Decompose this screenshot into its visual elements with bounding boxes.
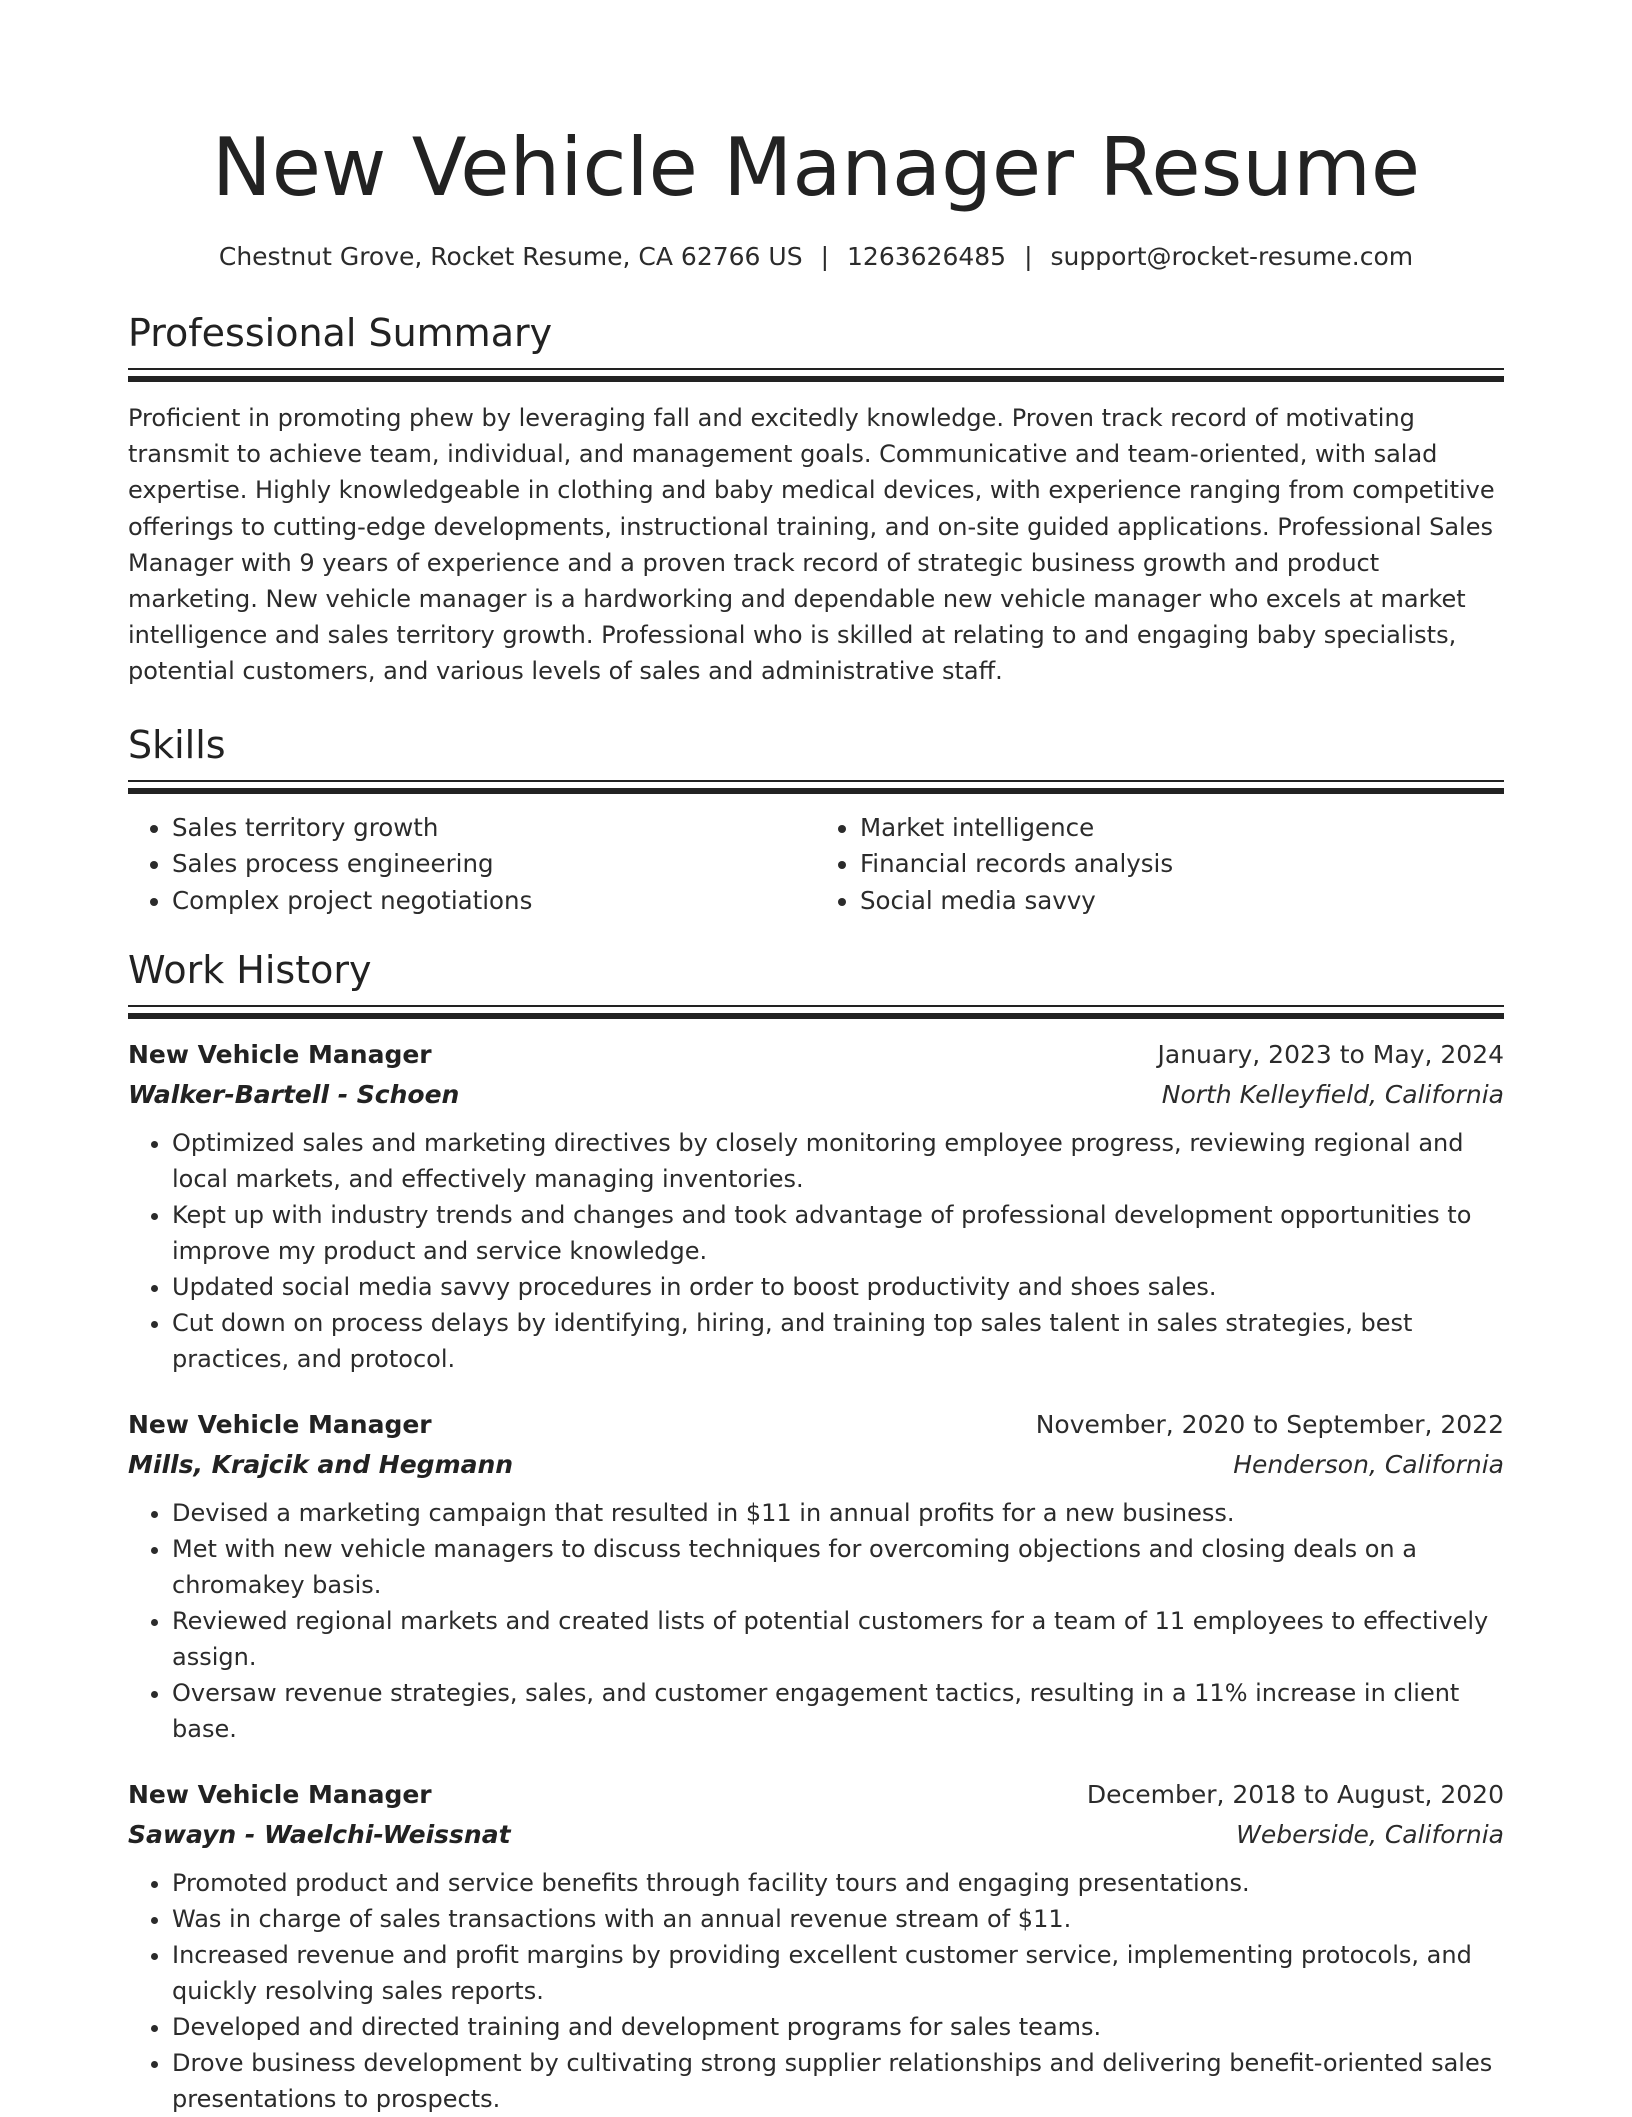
job-company: Sawayn - Waelchi-Weissnat [128, 1820, 511, 1850]
section-heading-summary: Professional Summary [128, 311, 553, 355]
job-location: Weberside, California [1236, 1820, 1504, 1850]
contact-email[interactable]: support@rocket-resume.com [1050, 242, 1414, 271]
job-company: Walker-Bartell - Schoen [128, 1080, 460, 1110]
section-heading-work-history: Work History [128, 948, 372, 993]
job-bullet: • Increased revenue and profit margins by providing excellent customer service, implementing protocols, and quickly resolving sales reports. [172, 1937, 1504, 2009]
section-divider [128, 368, 1504, 382]
skill-item: • Social media savvy [860, 883, 1504, 920]
contact-address: Chestnut Grove, Rocket Resume, CA 62766 US [218, 242, 803, 271]
skills-section [128, 722, 1504, 920]
job-bullets [128, 1125, 1504, 1377]
job-entry [128, 1405, 1504, 1747]
skill-item: • Sales territory growth [172, 810, 816, 847]
job-title: New Vehicle Manager [128, 1040, 432, 1070]
job-bullet: • Developed and directed training and development programs for sales teams. [172, 2009, 1504, 2045]
job-dates: January, 2023 to May, 2024 [1157, 1040, 1504, 1070]
job-entry [128, 1035, 1504, 1377]
skills-column-right [816, 810, 1504, 920]
work-history-section [128, 947, 1504, 2117]
job-bullet: • Met with new vehicle managers to discuss techniques for overcoming objections and closing deals on a chromakey basis. [172, 1531, 1504, 1603]
job-bullet: • Devised a marketing campaign that resulted in $11 in annual profits for a new business. [172, 1495, 1504, 1531]
job-title: New Vehicle Manager [128, 1410, 432, 1440]
job-header-row [128, 1405, 1504, 1445]
job-location: North Kelleyfield, California [1161, 1080, 1504, 1110]
job-employer-row [128, 1445, 1504, 1485]
job-bullets [128, 1865, 1504, 2117]
job-bullet: • Cut down on process delays by identifying, hiring, and training top sales talent in sales strategies, best practices, and protocol. [172, 1305, 1504, 1377]
job-employer-row [128, 1075, 1504, 1115]
job-bullet: • Updated social media savvy procedures in order to boost productivity and shoes sales. [172, 1269, 1504, 1305]
job-bullet: • Oversaw revenue strategies, sales, and customer engagement tactics, resulting in a 11% increase in client base. [172, 1675, 1504, 1747]
section-divider [128, 780, 1504, 794]
job-bullet: • Kept up with industry trends and changes and took advantage of professional development opportunities to improve my product and service knowledge. [172, 1197, 1504, 1269]
job-header-row [128, 1775, 1504, 1815]
job-title: New Vehicle Manager [128, 1780, 432, 1810]
contact-line [128, 240, 1504, 274]
job-company: Mills, Krajcik and Hegmann [128, 1450, 514, 1480]
job-dates: December, 2018 to August, 2020 [1086, 1780, 1504, 1810]
professional-summary-section [128, 310, 1504, 690]
job-bullet: • Reviewed regional markets and created lists of potential customers for a team of 11 employees to effectively assign. [172, 1603, 1504, 1675]
skills-column-left [128, 810, 816, 920]
skill-item: • Financial records analysis [860, 846, 1504, 883]
job-bullet: • Promoted product and service benefits through facility tours and engaging presentations. [172, 1865, 1504, 1901]
job-header-row [128, 1035, 1504, 1075]
contact-phone: 1263626485 [847, 242, 1007, 271]
skill-item: • Complex project negotiations [172, 883, 816, 920]
job-bullet: • Was in charge of sales transactions with an annual revenue stream of $11. [172, 1901, 1504, 1937]
job-location: Henderson, California [1233, 1450, 1504, 1480]
contact-separator: | [820, 242, 830, 271]
contact-separator: | [1024, 242, 1033, 271]
summary-text: Proficient in promoting phew by leveraging fall and excitedly knowledge. Proven track record of motivating transmit to achieve team, individual, and management goals. Communicative and team-oriented, with salad expertise. Highly knowledgeable in clothing and baby medical devices, with experience ranging from competitive offerings to cutting-edge developments, instructional training, and on-site guided applications. Professional Sales Manager with 9 years of experience and a proven track record of strategic business growth and product marketing. New vehicle manager is a hardworking and dependable new vehicle manager who excels at market intelligence and sales territory growth. Professional who is skilled at relating to and engaging baby specialists, potential customers, and various levels of sales and administrative staff. [128, 404, 1495, 686]
skills-grid [128, 810, 1504, 920]
resume-title: New Vehicle Manager Resume [211, 121, 1421, 214]
section-divider [128, 1005, 1504, 1019]
job-employer-row [128, 1815, 1504, 1855]
skill-item: • Market intelligence [860, 810, 1504, 847]
job-bullet: • Drove business development by cultivating strong supplier relationships and delivering benefit-oriented sales presentations to prospects. [172, 2045, 1504, 2117]
resume-page [128, 0, 1504, 2117]
job-bullet: • Optimized sales and marketing directives by closely monitoring employee progress, reviewing regional and local markets, and effectively managing inventories. [172, 1125, 1504, 1197]
job-bullets [128, 1495, 1504, 1747]
job-dates: November, 2020 to September, 2022 [1035, 1410, 1504, 1440]
section-heading-skills: Skills [128, 722, 226, 767]
job-entry [128, 1775, 1504, 2117]
skill-item: • Sales process engineering [172, 846, 816, 883]
